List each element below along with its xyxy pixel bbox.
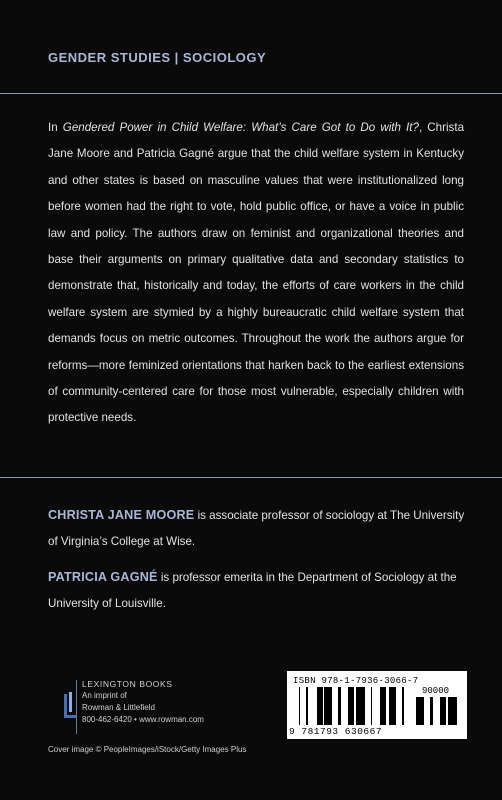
book-description xyxy=(48,115,464,432)
middle-divider xyxy=(0,477,502,478)
publisher-contact: 800-462-6420 • www.rowman.com xyxy=(82,715,204,724)
barcode-addon: 90000 xyxy=(422,686,450,696)
publisher-line-1: An imprint of xyxy=(82,691,127,700)
publisher-block xyxy=(48,676,268,736)
publisher-line-2: Rowman & Littlefield xyxy=(82,703,155,712)
author-bio-2 xyxy=(48,564,468,618)
top-divider xyxy=(0,93,502,94)
publisher-info xyxy=(82,678,204,726)
blurb-body: , Christa Jane Moore and Patricia Gagné argue that the child welfare system in Kentucky and other states is based on masculine values that were institutionalized long before women had the right to vote, hold public office, or have a voice in public law and policy. The authors draw on feminist and organizational theories and base their arguments on primary qualitative data and secondary statistics to demonstrate that, historically and today, the efforts of care workers in the child welfare system are stymied by a highly bureaucratic child welfare system that demands focus on metric outcomes. Throughout the work the authors argue for reforms—more feminized orientations that harken back to the earliest extensions of community-centered care for those most vulnerable, especially children with protective needs. xyxy=(48,121,465,425)
category-heading: GENDER STUDIES | SOCIOLOGY xyxy=(48,50,267,65)
publisher-name: LEXINGTON BOOKS xyxy=(82,679,173,689)
isbn-barcode xyxy=(287,671,467,739)
cover-image-credit: Cover image © PeopleImages/iStock/Getty Images Plus xyxy=(48,745,247,754)
publisher-divider xyxy=(76,680,77,734)
barcode-digits: 9 781793 630667 xyxy=(289,726,383,737)
author-bio-1 xyxy=(48,502,468,556)
author-name-1: CHRISTA JANE MOORE xyxy=(48,508,195,522)
blurb-intro: In xyxy=(48,121,63,134)
barcode-addon-bars-icon xyxy=(415,697,459,725)
isbn-label: ISBN 978-1-7936-3066-7 xyxy=(293,676,419,686)
book-title: Gendered Power in Child Welfare: What’s Care Got to Do with It? xyxy=(62,121,419,134)
author-bio-text-2: is professor emerita in the Department of Sociology at the University of Louisville. xyxy=(48,571,457,611)
author-bio-text-1: is associate professor of sociology at The University of Virginia’s College at Wise. xyxy=(48,509,465,549)
author-name-2: PATRICIA GAGNÉ xyxy=(48,570,158,584)
barcode-bars-icon xyxy=(299,687,409,725)
